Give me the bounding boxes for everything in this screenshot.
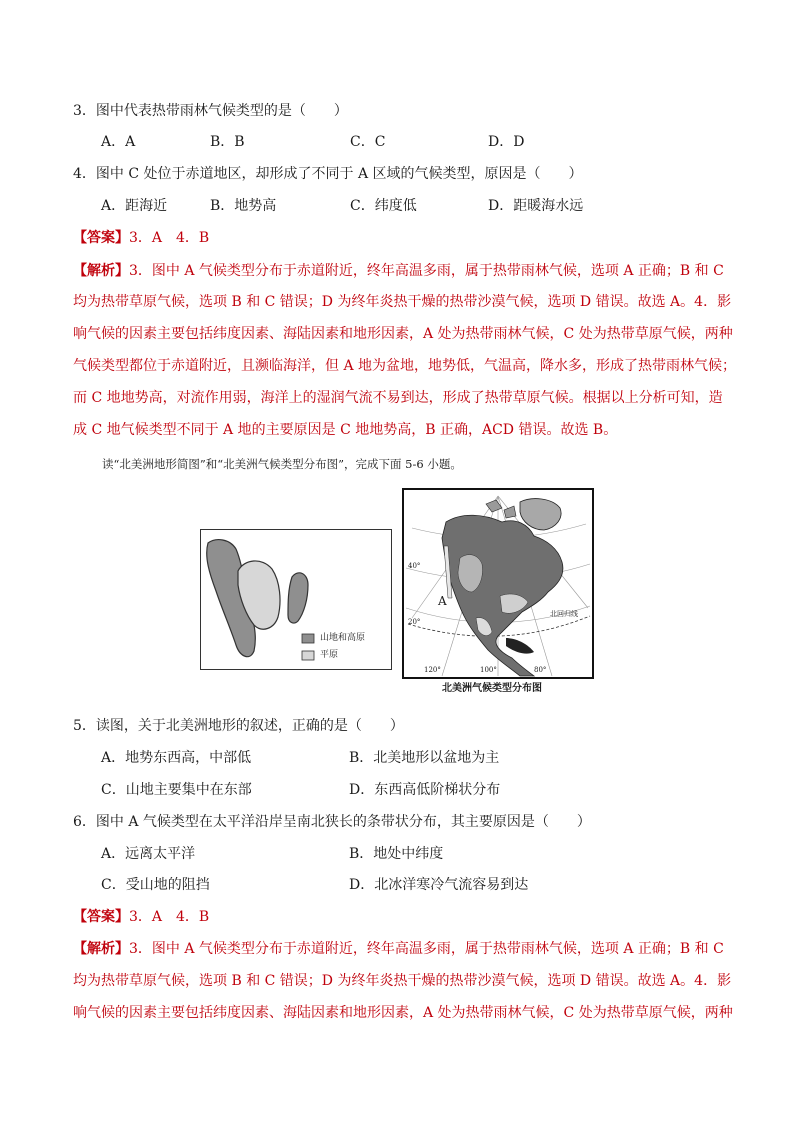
analysis-block-1-line-6: 成 C 地气候类型不同于 A 地的主要原因是 C 地地势高，B 正确，ACD 错误。故选 B。 bbox=[73, 422, 618, 438]
lon-label-120: 120° bbox=[424, 666, 441, 674]
lon-label-100: 100° bbox=[480, 666, 497, 674]
analysis-block-1-line-1 bbox=[73, 261, 724, 281]
lon-label-80: 80° bbox=[534, 666, 547, 674]
analysis-label: 【解析】 bbox=[73, 941, 129, 957]
climate-map-svg bbox=[402, 488, 594, 679]
q6-option-a: A．远离太平洋 bbox=[101, 846, 196, 862]
answer-text: 3．A 4．B bbox=[129, 230, 210, 246]
q6-option-d: D．北冰洋寒冷气流容易到达 bbox=[349, 877, 529, 893]
question-4-stem: 4．图中 C 处位于赤道地区，却形成了不同于 A 区域的气候类型，原因是（ ） bbox=[73, 166, 583, 182]
analysis-text: 3．图中 A 气候类型分布于赤道附近，终年高温多雨，属于热带雨林气候，选项 A 正确；B 和 C bbox=[129, 263, 724, 279]
q4-option-b: B．地势高 bbox=[210, 198, 277, 214]
analysis-text: 3．图中 A 气候类型分布于赤道附近，终年高温多雨，属于热带雨林气候，选项 A 正确；B 和 C bbox=[129, 941, 724, 957]
lat-label-40: 40° bbox=[408, 562, 421, 570]
analysis-block-2-line-1 bbox=[73, 939, 724, 959]
answer-label: 【答案】 bbox=[73, 909, 129, 925]
climate-map bbox=[402, 488, 594, 679]
analysis-block-2-line-3: 响气候的因素主要包括纬度因素、海陆因素和地形因素，A 处为热带雨林气候，C 处为热带草原气候，两种 bbox=[73, 1005, 733, 1021]
q4-option-d: D．距暖海水远 bbox=[488, 198, 584, 214]
analysis-label: 【解析】 bbox=[73, 263, 129, 279]
terrain-map bbox=[200, 529, 392, 670]
question-5-stem: 5．读图，关于北美洲地形的叙述，正确的是（ ） bbox=[73, 718, 404, 734]
legend-label-plain: 平原 bbox=[320, 650, 339, 660]
q5-option-a: A．地势东西高，中部低 bbox=[101, 750, 252, 766]
question-3-stem: 3．图中代表热带雨林气候类型的是（ ） bbox=[73, 103, 348, 119]
climate-map-caption: 北美洲气候类型分布图 bbox=[442, 683, 542, 694]
analysis-block-2-line-2: 均为热带草原气候，选项 B 和 C 错误；D 为终年炎热干燥的热带沙漠气候，选项 D 错误。故选 A。4．影 bbox=[73, 973, 732, 989]
q6-option-b: B．地处中纬度 bbox=[349, 846, 444, 862]
analysis-block-1-line-5: 而 C 地地势高，对流作用弱，海洋上的湿润气流不易到达，形成了热带草原气候。根据以上分析可知，造 bbox=[73, 390, 723, 406]
question-6-stem: 6．图中 A 气候类型在太平洋沿岸呈南北狭长的条带状分布，其主要原因是（ ） bbox=[73, 814, 591, 830]
legend-swatch-mountain bbox=[302, 634, 314, 643]
q5-option-c: C．山地主要集中在东部 bbox=[101, 782, 252, 798]
lat-label-20: 20° bbox=[408, 618, 421, 626]
intro-text: 读“北美洲地形简图”和“北美洲气候类型分布图”，完成下面 5-6 小题。 bbox=[102, 457, 462, 471]
q3-option-b: B．B bbox=[210, 134, 245, 150]
q3-option-a: A．A bbox=[101, 134, 136, 150]
q3-option-c: C．C bbox=[350, 134, 386, 150]
analysis-block-1-line-3: 响气候的因素主要包括纬度因素、海陆因素和地形因素，A 处为热带雨林气候，C 处为热带草原气候，两种 bbox=[73, 326, 733, 342]
q5-option-b: B．北美地形以盆地为主 bbox=[349, 750, 500, 766]
point-label-a: A bbox=[438, 594, 447, 608]
answer-label: 【答案】 bbox=[73, 230, 129, 246]
legend-label-mountain: 山地和高原 bbox=[320, 633, 366, 643]
answer-text: 3．A 4．B bbox=[129, 909, 210, 925]
terrain-map-svg bbox=[200, 529, 392, 670]
legend-swatch-plain bbox=[302, 651, 314, 660]
analysis-block-1-line-4: 气候类型都位于赤道附近，且濒临海洋，但 A 地为盆地，地势低，气温高，降水多，形成了热带雨林气候； bbox=[73, 358, 737, 374]
q6-option-c: C．受山地的阻挡 bbox=[101, 877, 210, 893]
tropic-label: 北回归线 bbox=[550, 610, 578, 618]
answer-block-2 bbox=[73, 907, 209, 927]
q3-option-d: D．D bbox=[488, 134, 525, 150]
q4-option-a: A．距海近 bbox=[101, 198, 168, 214]
q5-option-d: D．东西高低阶梯状分布 bbox=[349, 782, 501, 798]
q4-option-c: C．纬度低 bbox=[350, 198, 417, 214]
analysis-block-1-line-2: 均为热带草原气候，选项 B 和 C 错误；D 为终年炎热干燥的热带沙漠气候，选项 D 错误。故选 A。4．影 bbox=[73, 294, 732, 310]
answer-block-1 bbox=[73, 228, 209, 248]
